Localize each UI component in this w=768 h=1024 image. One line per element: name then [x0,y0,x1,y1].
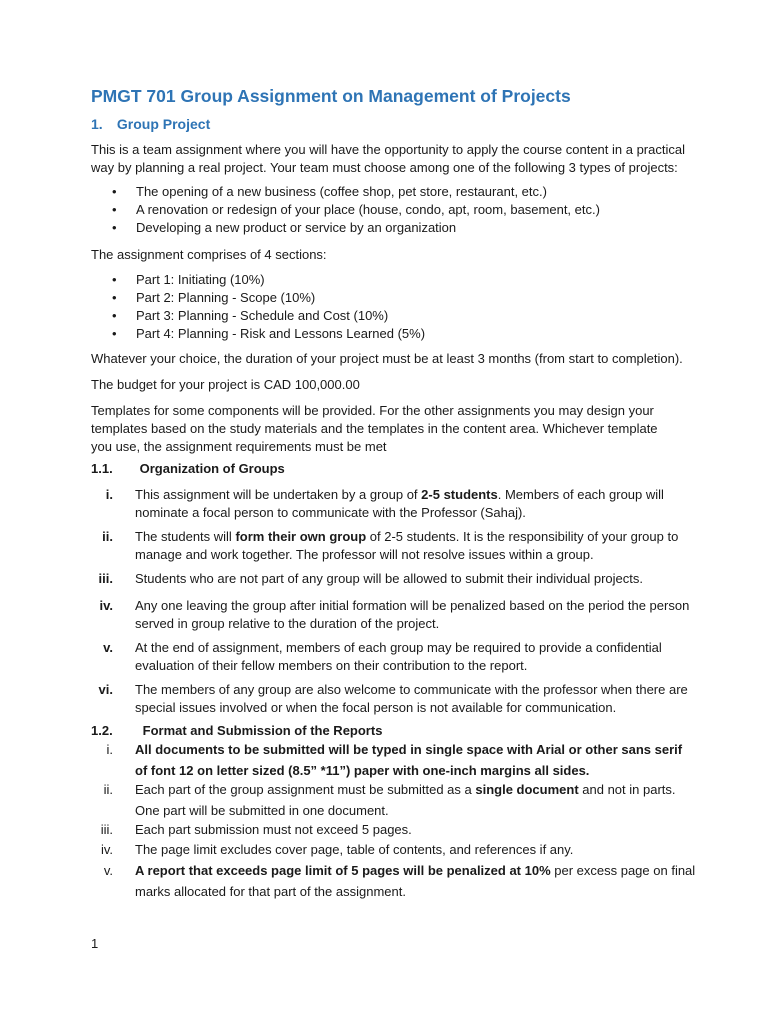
item-text: Students who are not part of any group will be allowed to submit their individual projects. [135,571,644,586]
project-types-list [112,183,600,237]
subsection-number: 1.2. [91,723,113,738]
list-item: • Part 1: Initiating (10%) [112,271,425,289]
budget-paragraph: The budget for your project is CAD 100,000.00 [91,377,360,392]
item-text: The page limit excludes cover page, table of contents, and references if any. [135,842,574,857]
item-numeral: iii. [100,822,113,837]
subsection-title: Format and Submission of the Reports [142,723,383,738]
subsection-heading-format [91,723,382,738]
format-item-2 [91,780,696,821]
subsection-title: Organization of Groups [139,461,285,476]
format-item-4 [91,840,696,861]
item-text: Any one leaving the group after initial formation will be penalized based on the period the person served in group relative to the duration of the project. [135,598,690,631]
list-item: • A renovation or redesign of your place (house, condo, apt, room, basement, etc.) [112,201,600,219]
sections-intro: The assignment comprises of 4 sections: [91,247,327,262]
item-text: Each part submission must not exceed 5 pages. [135,822,412,837]
format-item-3 [91,820,696,841]
item-numeral: vi. [98,682,113,697]
list-item: • Part 4: Planning - Risk and Lessons Learned (5%) [112,325,425,343]
org-item-1 [91,486,696,522]
org-item-3 [91,570,696,588]
org-item-5 [91,639,696,675]
list-item: • Developing a new product or service by an organization [112,219,600,237]
org-item-4 [91,597,696,633]
item-text: A report that exceeds page limit of 5 pages will be penalized at 10% per excess page on final marks allocated for that part of the assignment. [135,863,696,899]
parts-list [112,271,425,343]
duration-paragraph: Whatever your choice, the duration of your project must be at least 3 months (from start to completion). [91,351,683,366]
page-number: 1 [91,936,99,951]
item-text: At the end of assignment, members of each group may be required to provide a confidential evaluation of their fellow members on their contribution to the report. [135,640,662,673]
item-numeral: v. [103,863,113,878]
section-title: Group Project [116,116,211,132]
org-item-6 [91,681,696,717]
item-text: All documents to be submitted will be typed in single space with Arial or other sans serif of font 12 on letter sized (8.5” *11”) paper with one-inch margins all sides. [135,742,683,778]
section-heading-group-project [91,116,210,132]
list-item: • Part 2: Planning - Scope (10%) [112,289,425,307]
item-text: Each part of the group assignment must be submitted as a single document and not in parts. One part will be submitted in one document. [135,782,676,818]
item-numeral: iv. [100,842,113,857]
item-numeral: i. [106,742,113,757]
intro-paragraph: This is a team assignment where you will have the opportunity to apply the course content in a practical way by planning a real project. Your team must choose among one of the following 3 types of projects: [91,142,685,175]
document-title: PMGT 701 Group Assignment on Management of Projects [91,86,571,106]
subsection-number: 1.1. [91,461,113,476]
section-number: 1. [91,116,103,132]
item-numeral: v. [103,640,113,655]
list-item: • Part 3: Planning - Schedule and Cost (10%) [112,307,425,325]
list-item: • The opening of a new business (coffee shop, pet store, restaurant, etc.) [112,183,600,201]
item-numeral: i. [105,487,113,502]
item-text: The students will form their own group of 2-5 students. It is the responsibility of your group to manage and work together. The professor will not resolve issues within a group. [135,529,679,562]
item-numeral: iii. [98,571,113,586]
org-item-2 [91,528,696,564]
item-numeral: ii. [102,529,113,544]
format-item-5 [91,861,696,902]
item-text: The members of any group are also welcome to communicate with the professor when there are special issues involved or when the focal person is not available for communication. [135,682,688,715]
subsection-heading-organization [91,461,285,476]
format-item-1 [91,740,696,781]
item-numeral: ii. [103,782,113,797]
templates-paragraph: Templates for some components will be provided. For the other assignments you may design your templates based on the study materials and the templates in the content area. Whichever template you use, the assignment requirements must be met [91,403,658,454]
item-numeral: iv. [99,598,113,613]
item-text: This assignment will be undertaken by a group of 2-5 students. Members of each group will nominate a focal person to communicate with the Professor (Sahaj). [135,487,664,520]
